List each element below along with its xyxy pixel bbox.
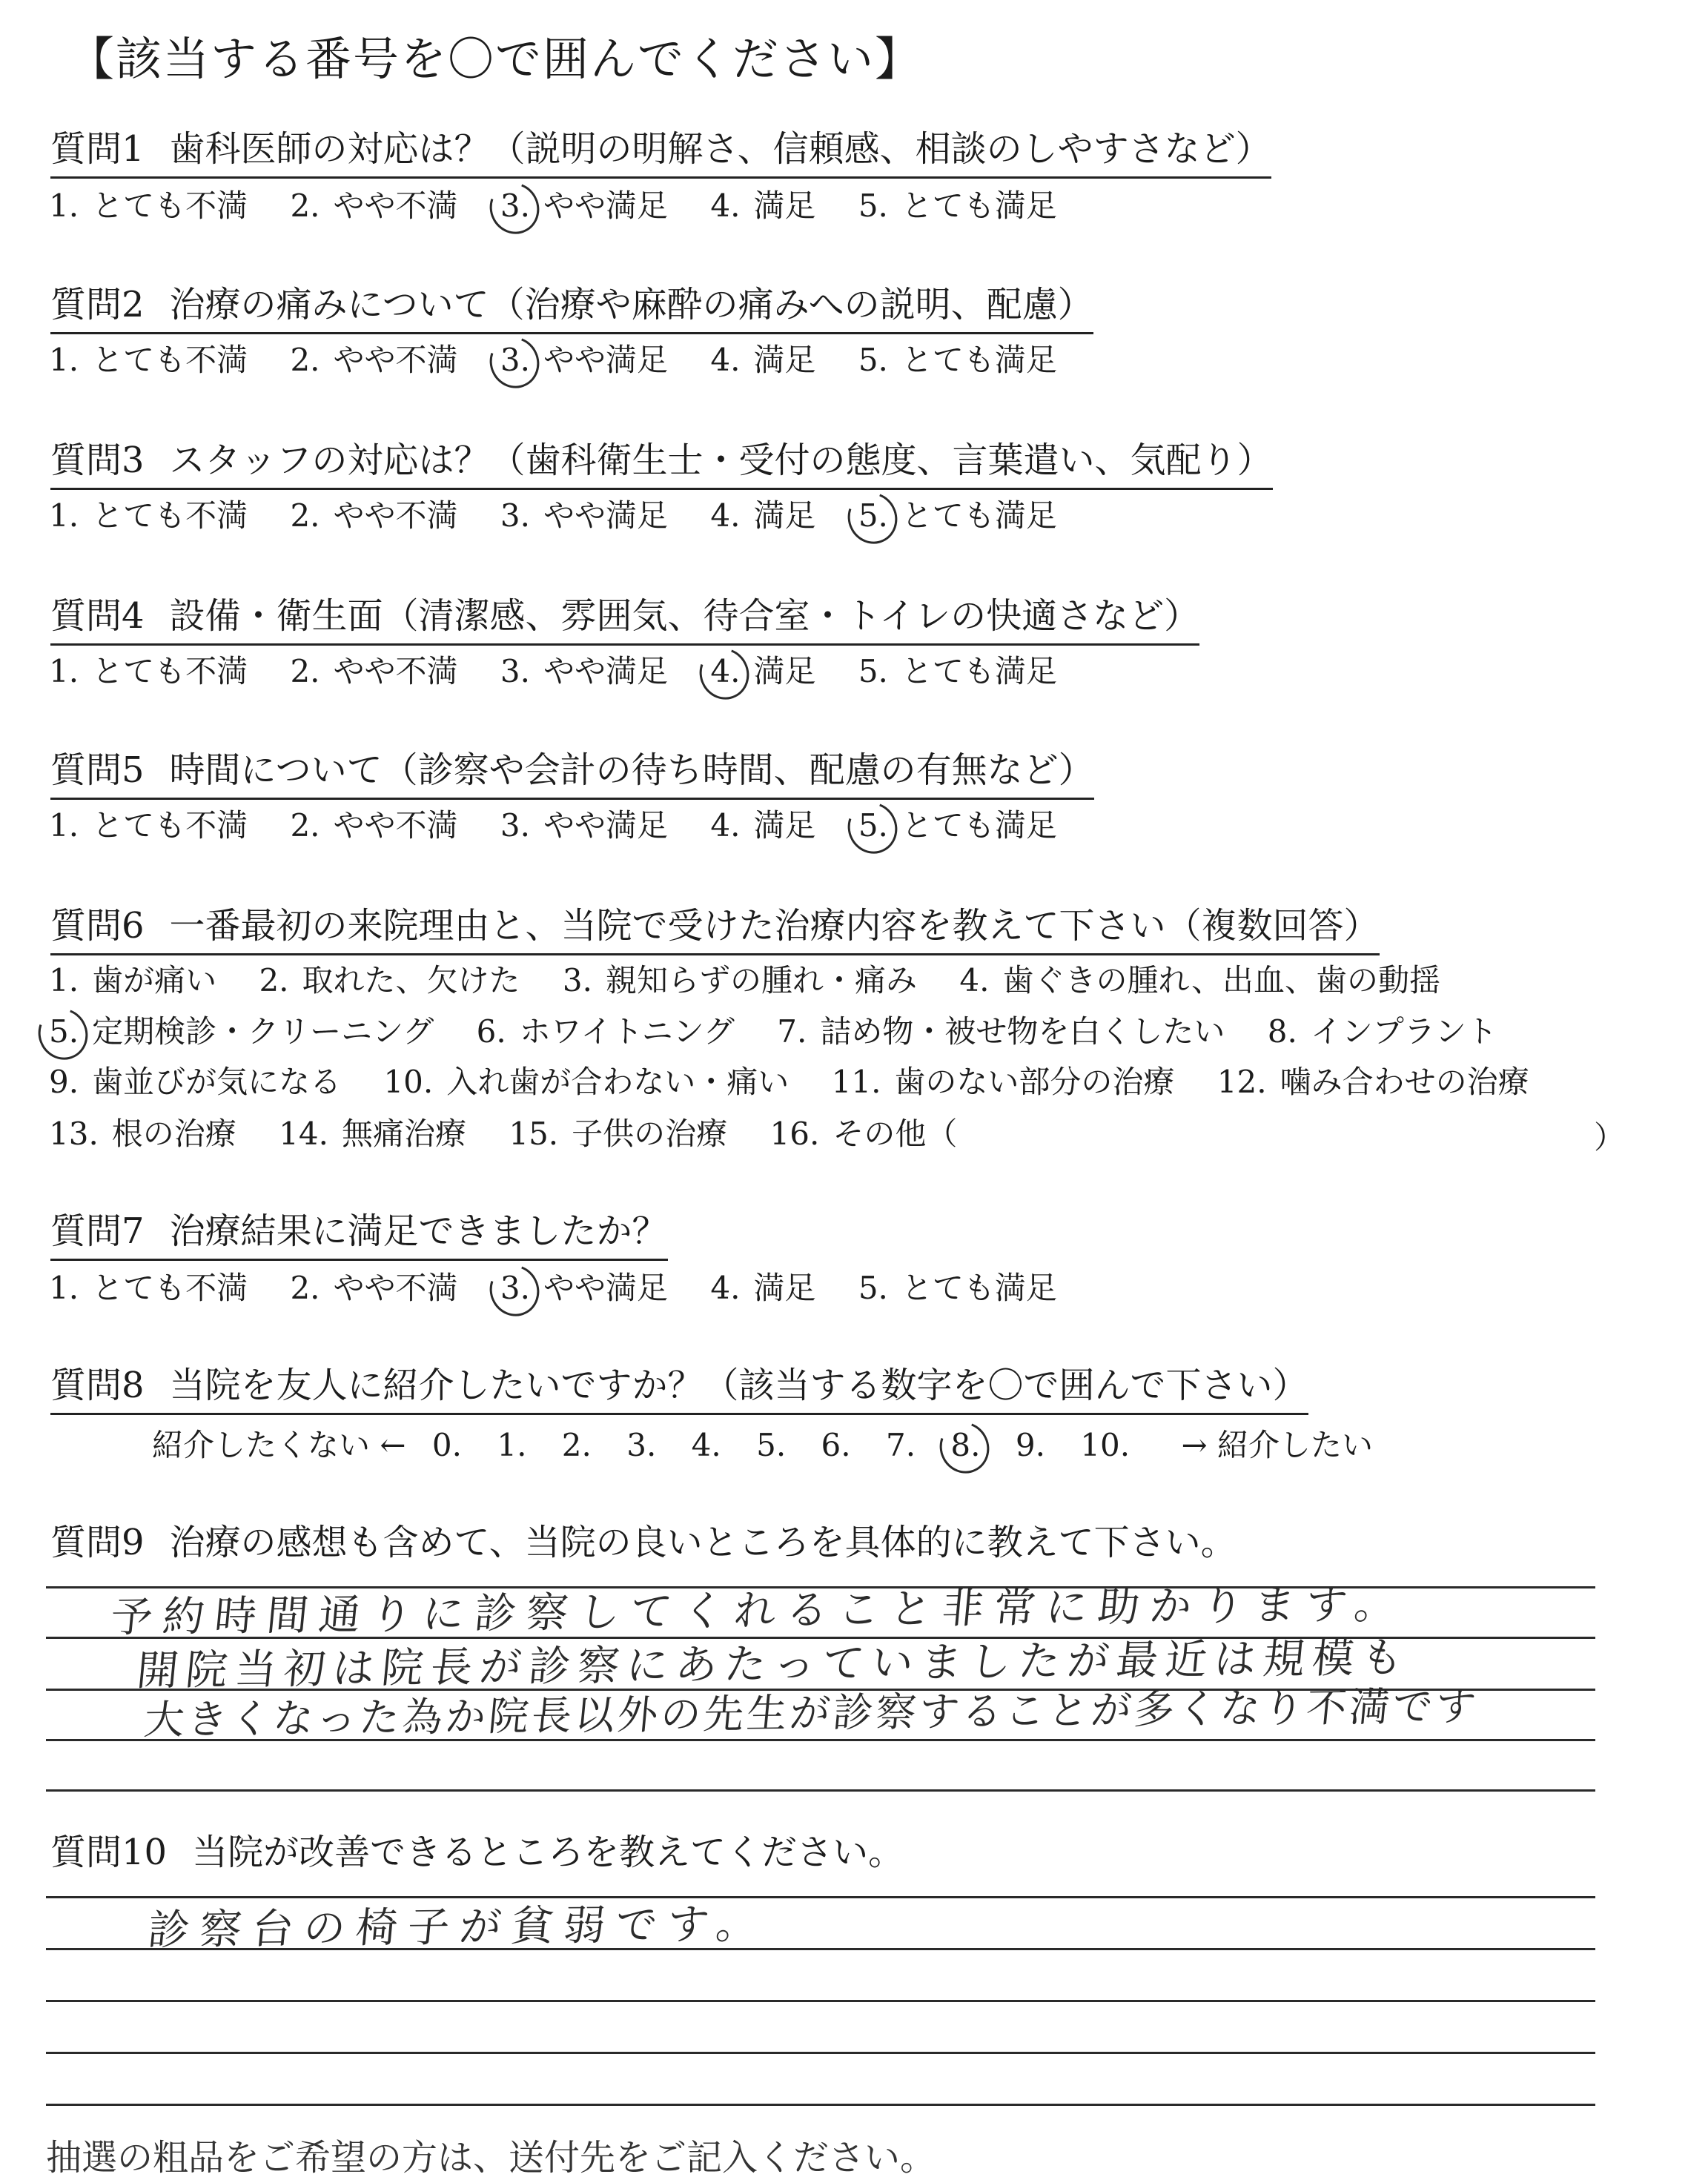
option-10[interactable]: 10. 入れ歯が合わない・痛い [383,1064,790,1100]
scale-1[interactable]: 1. [497,1427,527,1463]
question-7-title: 質問7 治療結果に満足できましたか？ [50,1208,668,1261]
option-13[interactable]: 13. 根の治療 [49,1116,236,1152]
option-6[interactable]: 6. ホワイトニング [476,1013,735,1050]
option-14[interactable]: 14. 無痛治療 [279,1116,466,1152]
answer-line [46,2104,1595,2106]
question-6-row-1 [49,960,1473,1001]
option-3[interactable]: 3. やや満足 [500,497,668,534]
question-2-title: 質問2 治療の痛みについて（治療や麻酔の痛みへの説明、配慮） [50,282,1093,334]
option-15[interactable]: 15. 子供の治療 [509,1116,728,1152]
option-5[interactable]: 5. とても満足 [858,188,1057,224]
question-9-title: 質問9 治療の感想も含めて、当院の良いところを具体的に教えて下さい。 [50,1522,1237,1563]
answer-line [46,1789,1595,1792]
option-2[interactable]: 2. やや不満 [290,497,458,534]
option-2[interactable]: 2. やや不満 [290,653,458,689]
question-text: 歯科医師の対応は？（説明の明解さ、信頼感、相談のしやすさなど） [169,128,1271,170]
question-1-options [49,185,1090,227]
question-3-options [49,495,1090,537]
option-4[interactable]: 4. 満足 [710,497,816,534]
question-7-options [49,1268,1090,1309]
option-3-selected[interactable]: 3. やや満足 [500,1268,668,1309]
option-2[interactable]: 2. やや不満 [290,342,458,378]
option-5[interactable]: 5. とても満足 [858,1270,1057,1306]
scale-right-label: → 紹介したい [1181,1427,1373,1463]
scale-4[interactable]: 4. [691,1427,721,1463]
question-number: 質問1 [50,128,145,170]
scale-5[interactable]: 5. [756,1427,787,1463]
option-3[interactable]: 3. やや満足 [500,653,668,689]
option-4[interactable]: 4. 満足 [710,188,816,224]
option-2[interactable]: 2. やや不満 [290,188,458,224]
handwritten-answer-line-2: 開院当初は院長が診察にあたっていましたが最近は規模も [134,1634,1413,1695]
scale-8-selected[interactable]: 8. [950,1425,980,1466]
option-2[interactable]: 2. やや不満 [290,1270,458,1306]
question-10-title: 質問10 当院が改善できるところを教えてください。 [50,1832,904,1873]
question-4-options [49,651,1090,692]
option-5-selected[interactable]: 5. とても満足 [858,495,1057,537]
option-9[interactable]: 9. 歯並びが気になる [49,1064,342,1100]
question-4-title: 質問4 設備・衛生面（清潔感、雰囲気、待合室・トイレの快適さなど） [50,593,1199,646]
option-4[interactable]: 4. 歯ぐきの腫れ、出血、歯の動揺 [959,962,1440,998]
option-8[interactable]: 8. インプラント [1267,1013,1497,1050]
option-2[interactable]: 2. 取れた、欠けた [259,962,520,998]
option-11[interactable]: 11. 歯のない部分の治療 [831,1064,1175,1100]
other-close-paren: ） [1594,1119,1626,1156]
question-6-title: 質問6 一番最初の来院理由と、当院で受けた治療内容を教えて下さい（複数回答） [50,903,1380,955]
option-16-other[interactable]: 16. その他（ [769,1116,958,1152]
question-6-row-3 [49,1061,1562,1103]
scale-6[interactable]: 6. [821,1427,851,1463]
question-6-row-4 [49,1113,990,1155]
scale-10[interactable]: 10. [1080,1427,1131,1463]
question-1-title [50,126,1271,179]
option-4[interactable]: 4. 満足 [710,807,816,844]
option-1[interactable]: 1. とても不満 [49,807,248,844]
option-5[interactable]: 5. とても満足 [858,342,1057,378]
question-8-title: 質問8 当院を友人に紹介したいですか？（該当する数字を〇で囲んで下さい） [50,1362,1308,1415]
option-2[interactable]: 2. やや不満 [290,807,458,844]
option-7[interactable]: 7. 詰め物・被せ物を白くしたい [777,1013,1225,1050]
option-1[interactable]: 1. とても不満 [49,653,248,689]
option-3-selected[interactable]: 3. やや満足 [500,339,668,381]
option-3[interactable]: 3. 親知らずの腫れ・痛み [562,962,917,998]
option-1[interactable]: 1. とても不満 [49,1270,248,1306]
scale-left-label: 紹介したくない ← [152,1427,406,1463]
option-1[interactable]: 1. とても不満 [49,342,248,378]
question-5-title: 質問5 時間について（診察や会計の待ち時間、配慮の有無など） [50,747,1094,800]
handwritten-answer-q10: 診察台の椅子が貧弱です。 [145,1900,771,1955]
footer-note: 抽選の粗品をご希望の方は、送付先をご記入ください。 [46,2137,936,2179]
form-header: 【該当する番号を〇で囲んでください】 [68,32,923,86]
option-4[interactable]: 4. 満足 [710,342,816,378]
question-3-title: 質問3 スタッフの対応は？（歯科衛生士・受付の態度、言葉遣い、気配り） [50,437,1273,490]
answer-line [46,2052,1595,2054]
option-1[interactable]: 1. 歯が痛い [49,962,217,998]
scale-2[interactable]: 2. [561,1427,592,1463]
option-12[interactable]: 12. 噛み合わせの治療 [1217,1064,1529,1100]
option-3[interactable]: 3. やや満足 [500,807,668,844]
scale-0[interactable]: 0. [431,1427,462,1463]
option-5[interactable]: 5. とても満足 [858,653,1057,689]
scale-7[interactable]: 7. [885,1427,916,1463]
question-8-scale [152,1425,1389,1466]
handwritten-answer-line-1: 予約時間通りに診察してくれること非常に助かります。 [108,1580,1409,1642]
option-4-selected[interactable]: 4. 満足 [710,651,815,692]
answer-line [46,2000,1595,2002]
scale-9[interactable]: 9. [1015,1427,1045,1463]
option-4[interactable]: 4. 満足 [710,1270,816,1306]
option-5-selected[interactable]: 5. とても満足 [858,805,1057,847]
scale-3[interactable]: 3. [626,1427,657,1463]
question-5-options [49,805,1090,847]
option-3-selected[interactable]: 3. やや満足 [500,185,668,227]
option-1[interactable]: 1. とても不満 [49,497,248,534]
option-5-selected[interactable]: 5. 定期検診・クリーニング [49,1011,434,1053]
handwritten-answer-line-3: 大きくなった為か院長以外の先生が診察することが多くなり不満です [142,1683,1481,1743]
question-6-row-2 [49,1011,1530,1053]
option-1[interactable]: 1. とても不満 [49,188,248,224]
question-2-options [49,339,1090,381]
